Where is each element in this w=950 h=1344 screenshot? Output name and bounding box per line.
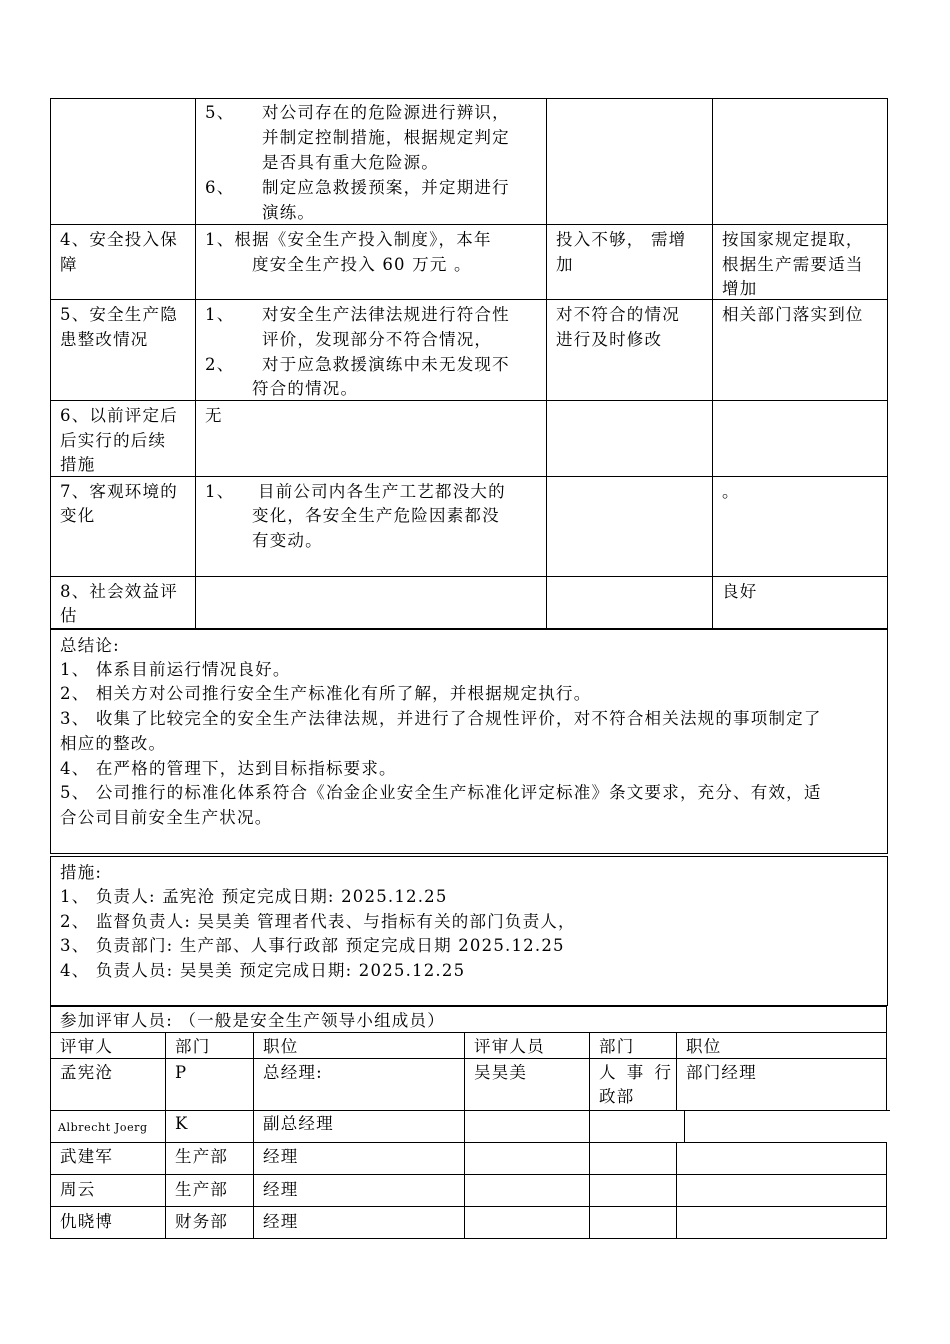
row-divider — [50, 400, 888, 401]
reviewer-position: 部门经理 — [686, 1063, 757, 1082]
measure-text: 相关部门落实到位 — [722, 305, 864, 324]
row-divider — [50, 299, 888, 300]
row-divider — [50, 476, 888, 477]
content-line: 评价，发现部分不符合情况， — [262, 330, 493, 349]
reviewer-dept: 生产部 — [175, 1147, 229, 1166]
conclusion-item: 2、 相关方对公司推行安全生产标准化有所了解，并根据规定执行。 — [60, 684, 592, 703]
reviewer-dept: 人 事 行 — [599, 1063, 674, 1082]
column-header: 部门 — [599, 1037, 635, 1056]
item-label: 患整改情况 — [60, 330, 149, 349]
row-divider — [50, 1174, 887, 1175]
content-line: 对安全生产法律法规进行符合性 — [262, 305, 510, 324]
column-header: 职位 — [686, 1037, 722, 1056]
measure-text: 良好 — [722, 582, 758, 601]
item-label: 后实行的后续 — [60, 431, 167, 450]
measures-item: 3、 负责部门: 生产部、人事行政部 预定完成日期 2025.12.25 — [60, 936, 565, 955]
column-header: 职位 — [263, 1037, 299, 1056]
reviewer-dept: K — [175, 1114, 189, 1133]
content-line: 对于应急救援演练中未无发现不 — [262, 355, 510, 374]
measures-item: 1、 负责人: 孟宪沧 预定完成日期: 2025.12.25 — [60, 887, 448, 906]
item-label: 4、安全投入保 — [60, 230, 178, 249]
row-divider — [50, 576, 888, 577]
table-border-left — [50, 1006, 51, 1239]
content-line: 变化，各安全生产危险因素都没 — [252, 506, 500, 525]
reviewers-title: 参加评审人员: （一般是安全生产领导小组成员） — [60, 1011, 445, 1030]
column-divider — [676, 1032, 677, 1110]
reviewer-dept: 政部 — [599, 1087, 635, 1106]
item-label: 估 — [60, 606, 78, 625]
reviewer-name: Albrecht Joerg — [58, 1121, 148, 1134]
conclusion-item: 4、 在严格的管理下，达到目标指标要求。 — [60, 759, 397, 778]
reviewer-dept: 财务部 — [175, 1212, 229, 1231]
column-divider — [195, 98, 196, 629]
reviewer-position: 副总经理 — [263, 1114, 334, 1133]
column-divider — [253, 1032, 254, 1239]
item-label: 6、以前评定后 — [60, 406, 178, 425]
content-number: 6、 — [205, 178, 235, 197]
item-label: 8、社会效益评 — [60, 582, 178, 601]
item-label: 变化 — [60, 506, 96, 525]
problem-text: 投入不够， 需增 — [556, 230, 687, 249]
reviewer-name: 仇晓博 — [60, 1212, 114, 1231]
content-number: 1、 — [205, 482, 235, 501]
measure-text: 按国家规定提取， — [722, 230, 864, 249]
reviewer-name: 周云 — [60, 1180, 96, 1199]
row-divider — [50, 1142, 887, 1143]
reviewer-name: 孟宪沧 — [60, 1063, 114, 1082]
content-line: 是否具有重大危险源。 — [262, 153, 439, 172]
item-label: 障 — [60, 255, 78, 274]
item-label: 5、安全生产隐 — [60, 305, 178, 324]
column-divider — [546, 98, 547, 629]
conclusion-item: 1、 体系目前运行情况良好。 — [60, 660, 291, 679]
item-label: 措施 — [60, 455, 96, 474]
conclusion-item: 5、 公司推行的标准化体系符合《冶金企业安全生产标准化评定标准》条文要求，充分、有效，适 — [60, 783, 822, 802]
measures-item: 2、 监督负责人: 吴昊美 管理者代表、与指标有关的部门负责人， — [60, 912, 576, 931]
problem-text: 进行及时修改 — [556, 330, 663, 349]
problem-text: 对不符合的情况 — [556, 305, 680, 324]
conclusion-title: 总结论: — [60, 636, 120, 655]
measures-item: 4、 负责人员: 吴昊美 预定完成日期: 2025.12.25 — [60, 961, 466, 980]
table-border-right — [886, 1142, 887, 1239]
column-header: 评审人员 — [474, 1037, 545, 1056]
column-divider — [165, 1032, 166, 1239]
reviewer-position: 经理 — [263, 1147, 299, 1166]
row-divider — [50, 1206, 887, 1207]
column-divider — [464, 1032, 465, 1239]
content-line: 无 — [205, 406, 223, 425]
reviewer-dept: 生产部 — [175, 1180, 229, 1199]
content-line: 制定应急救援预案，并定期进行 — [262, 178, 510, 197]
content-line: 符合的情况。 — [252, 379, 359, 398]
column-divider — [684, 1110, 685, 1142]
content-number: 2、 — [205, 355, 235, 374]
conclusion-item: 合公司目前安全生产状况。 — [60, 808, 273, 827]
content-line: 对公司存在的危险源进行辨识， — [262, 103, 510, 122]
column-header: 评审人 — [60, 1037, 114, 1056]
content-line: 目前公司内各生产工艺都没大的 — [258, 482, 506, 501]
content-line: 演练。 — [262, 203, 316, 222]
content-line: 并制定控制措施，根据规定判定 — [262, 128, 510, 147]
measure-text: 增加 — [722, 279, 758, 298]
conclusion-item: 相应的整改。 — [60, 734, 167, 753]
measure-text: 。 — [722, 482, 740, 501]
conclusion-item: 3、 收集了比较完全的安全生产法律法规，并进行了合规性评价，对不符合相关法规的事项制定了 — [60, 709, 822, 728]
row-divider — [50, 1006, 887, 1007]
column-divider — [676, 1142, 677, 1239]
content-number: 1、 — [205, 305, 235, 324]
measures-title: 措施: — [60, 863, 103, 882]
reviewer-position: 经理 — [263, 1212, 299, 1231]
reviewer-name: 吴昊美 — [474, 1063, 528, 1082]
reviewer-position: 总经理: — [263, 1063, 323, 1082]
content-line: 有变动。 — [252, 531, 323, 550]
content-number: 5、 — [205, 103, 235, 122]
column-divider — [712, 98, 713, 629]
problem-text: 加 — [556, 255, 574, 274]
reviewer-position: 经理 — [263, 1180, 299, 1199]
content-line: 度安全生产投入 60 万元 。 — [252, 255, 472, 274]
reviewer-name: 武建军 — [60, 1147, 114, 1166]
content-line: 1、根据《安全生产投入制度》，本年 — [205, 230, 492, 249]
row-divider — [50, 1238, 887, 1239]
reviewer-dept: P — [175, 1063, 188, 1082]
measure-text: 根据生产需要适当 — [722, 255, 864, 274]
column-header: 部门 — [175, 1037, 211, 1056]
row-divider — [50, 224, 888, 225]
item-label: 7、客观环境的 — [60, 482, 178, 501]
column-divider — [589, 1032, 590, 1239]
